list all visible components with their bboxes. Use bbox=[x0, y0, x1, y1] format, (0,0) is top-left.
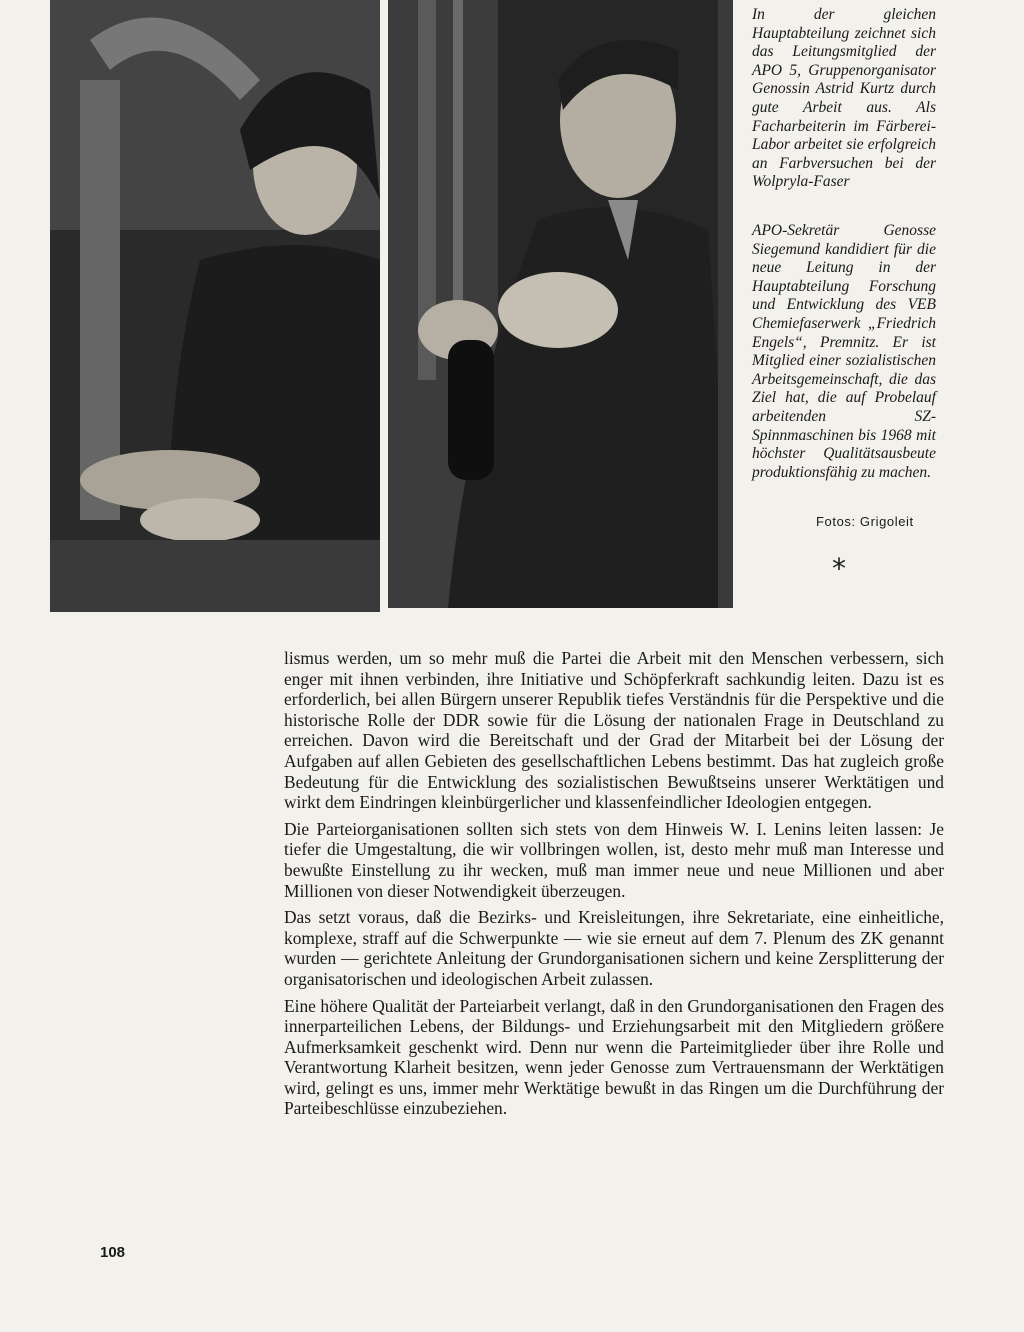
body-paragraph-3: Das setzt voraus, daß die Bezirks- und Kreisleitungen, ihre Sekretariate, eine einheitliche, komplexe, straff auf die Schwerpunkte — wie sie erneut auf dem 7. Plenum des ZK genannt wurden — gerichtete Anleitung der Grundorganisationen sichern und keine Zersplitterung der organisatorischen und ideologischen Arbeit zulassen. bbox=[284, 907, 944, 989]
section-separator: * bbox=[832, 552, 846, 585]
photo-caption-siegemund: APO-Sekretär Genosse Siegemund kandidiert für die neue Leitung in der Hauptabteilung Forschung und Entwicklung des VEB Chemiefaserwerk „Friedrich Engels“, Premnitz. Er ist Mitglied einer sozialistischen Arbeitsgemeinschaft, die das Ziel hat, die auf Probelauf arbeitenden SZ-Spinnmaschinen bis 1968 mit höchster Qualitätsausbeute produktionsfähig zu machen. bbox=[752, 222, 936, 481]
photo-man-spindle bbox=[388, 0, 733, 608]
body-paragraph-2: Die Parteiorganisationen sollten sich stets von dem Hinweis W. I. Lenins leiten lassen: Je tiefer die Umgestaltung, die wir vollbringen wollen, ist, desto mehr muß man Interesse und bewußte Einstellung zu ihr wecken, muß man immer neue und neue Millionen und aber Millionen von dieser Notwendigkeit überzeugen. bbox=[284, 818, 944, 901]
photo-man-spindle-image bbox=[388, 0, 733, 608]
photo-woman-lab-image bbox=[50, 0, 380, 612]
photo-caption-astrid-kurtz: In der gleichen Hauptabteilung zeichnet sich das Leitungsmitglied der APO 5, Gruppenorganisator Genossin Astrid Kurtz durch gute Arbeit aus. Als Facharbeiterin im Färberei-Labor arbeitet sie erfolgreich an Farbversuchen bei der Wolpryla-Faser bbox=[752, 6, 936, 191]
page-number: 108 bbox=[100, 1244, 126, 1261]
body-paragraph-1: lismus werden, um so mehr muß die Partei die Arbeit mit den Menschen verbessern, sich enger mit ihnen verbinden, ihre Initiative und Schöpferkraft sachkundig leiten. Dazu ist es erforderlich, bei allen Bürgern unserer Republik tiefes Verständnis für die Perspektive und die historische Rolle der DDR sowie für die Lösung der nationalen Frage in Deutschland zu erreichen. Davon wird die Bereitschaft und der Grad der Mitarbeit bei der Lösung der Aufgaben auf allen Gebieten des gesellschaftlichen Lebens bestimmt. Das hat zugleich große Bedeutung für die Entwicklung des sozialistischen Bewußtseins unserer Werktätigen und wirkt dem Eindringen kleinbürgerlicher und klassenfeindlicher Ideologien entgegen. bbox=[284, 648, 944, 813]
article-body bbox=[284, 648, 944, 1125]
photo-woman-lab bbox=[50, 0, 380, 612]
body-paragraph-4: Eine höhere Qualität der Parteiarbeit verlangt, daß in den Grundorganisationen den Fragen des innerparteilichen Lebens, der Bildungs- und Erziehungsarbeit mit den Mitgliedern größere Aufmerksamkeit geschenkt wird. Denn nur wenn die Parteimitglieder über ihre Rolle und Verantwortung Klarheit besitzen, wenn jeder Genosse zum Vertrauensmann der Werktätigen wird, gelingt es uns, immer mehr Werktätige bewußt in das Ringen um die Durchführung der Parteibeschlüsse einzubeziehen. bbox=[284, 995, 944, 1119]
photo-credit: Fotos: Grigoleit bbox=[816, 514, 914, 529]
